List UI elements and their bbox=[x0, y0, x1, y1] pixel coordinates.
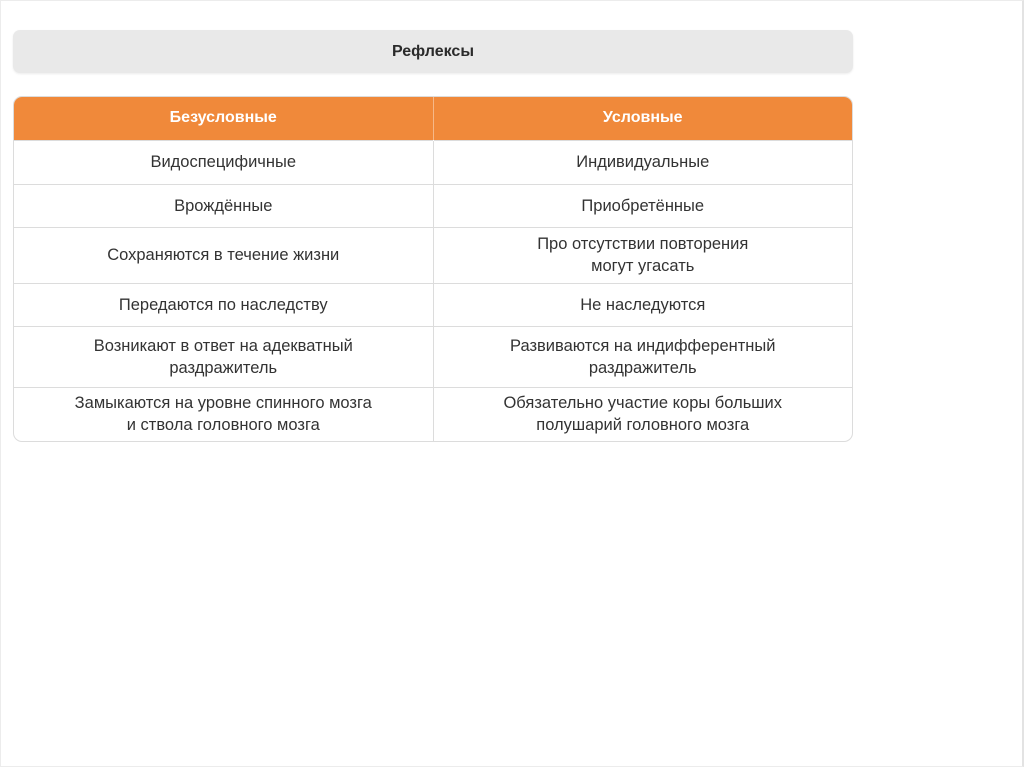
table-header bbox=[14, 97, 852, 140]
table-cell-unconditional: Возникают в ответ на адекватный раздражитель bbox=[14, 326, 433, 387]
reflex-comparison-table bbox=[14, 97, 852, 441]
table-row bbox=[14, 326, 852, 387]
table-cell-conditional: Приобретённые bbox=[433, 184, 852, 227]
reflex-table-container bbox=[13, 96, 853, 442]
table-cell-unconditional: Передаются по наследству bbox=[14, 283, 433, 326]
table-cell-unconditional: Замыкаются на уровне спинного мозга и ствола головного мозга bbox=[14, 387, 433, 441]
table-cell-conditional: Обязательно участие коры больших полушарий головного мозга bbox=[433, 387, 852, 441]
page-title: Рефлексы bbox=[392, 42, 474, 60]
header-conditional: Условные bbox=[433, 97, 852, 140]
table-row bbox=[14, 283, 852, 326]
table-row bbox=[14, 387, 852, 441]
table-header-row bbox=[14, 97, 852, 140]
table-row bbox=[14, 184, 852, 227]
table-cell-conditional: Не наследуются bbox=[433, 283, 852, 326]
table-cell-unconditional: Врождённые bbox=[14, 184, 433, 227]
table-row bbox=[14, 140, 852, 184]
table-body bbox=[14, 140, 852, 441]
table-row bbox=[14, 227, 852, 283]
table-cell-conditional: Индивидуальные bbox=[433, 140, 852, 184]
table-cell-unconditional: Сохраняются в течение жизни bbox=[14, 227, 433, 283]
title-bar bbox=[13, 30, 853, 73]
table-cell-conditional: Развиваются на индифферентный раздражитель bbox=[433, 326, 852, 387]
table-cell-unconditional: Видоспецифичные bbox=[14, 140, 433, 184]
header-unconditional: Безусловные bbox=[14, 97, 433, 140]
table-cell-conditional: Про отсутствии повторения могут угасать bbox=[433, 227, 852, 283]
